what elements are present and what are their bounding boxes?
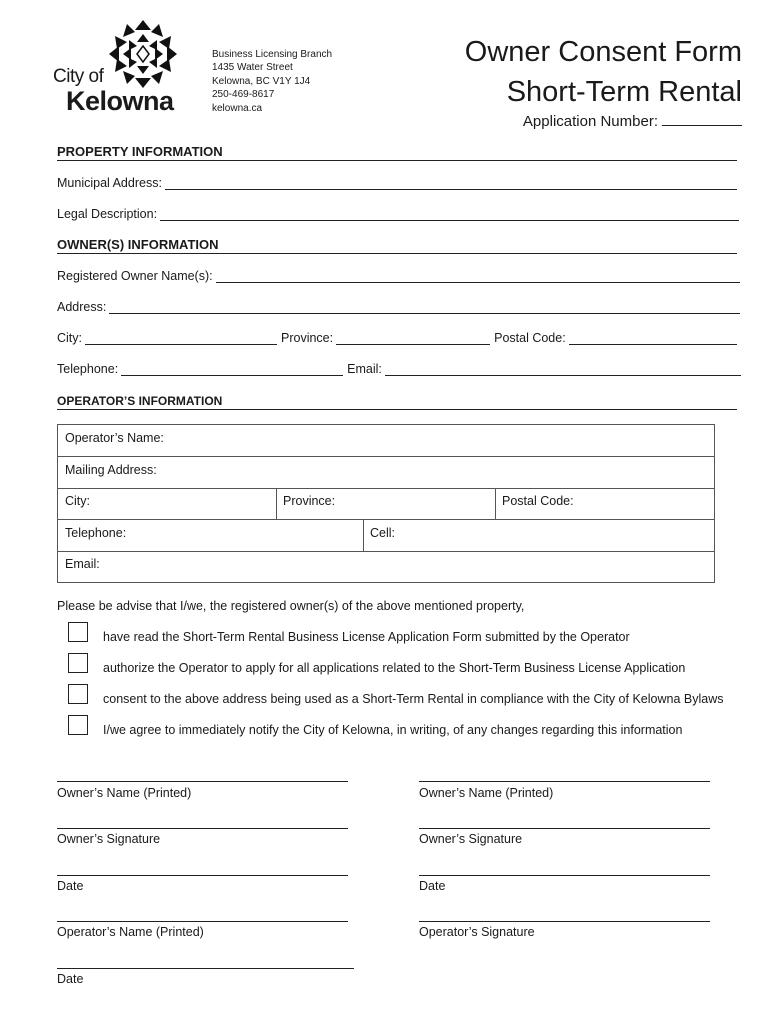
operator-name-printed-label: Operator’s Name (Printed) [57,925,204,939]
owner-signature-label: Owner’s Signature [419,832,523,846]
owner-signature-line[interactable] [57,828,348,829]
municipal-address-label: Municipal Address: [57,176,162,190]
owner-postal-code-line[interactable] [569,332,737,345]
consent-checkbox-1[interactable] [68,622,88,642]
operator-signature-line[interactable] [419,921,710,922]
owner-name-printed-line[interactable] [419,781,710,782]
registered-owner-field[interactable] [57,269,740,283]
operator-name-printed-line[interactable] [57,921,348,922]
owner-address-field[interactable] [57,300,740,314]
operator-phone-row [58,520,714,552]
date-label: Date [419,879,446,893]
consent-item-1: have read the Short-Term Rental Business License Application Form submitted by the Operator [103,630,630,644]
operator-email-row[interactable] [58,551,714,582]
owner-postal-code-label: Postal Code: [494,331,566,345]
operator-signature-label: Operator’s Signature [419,925,535,939]
owner-city-row [57,331,737,345]
address-line: 1435 Water Street [212,62,293,74]
date-label: Date [57,879,84,893]
registered-owner-label: Registered Owner Name(s): [57,269,213,283]
consent-item-3: consent to the above address being used as a Short-Term Rental in compliance with the City of Kelowna Bylaws [103,692,724,706]
operator-postal-code-label[interactable]: Postal Code: [502,494,574,508]
consent-intro: Please be advise that I/we, the registered owner(s) of the above mentioned property, [57,599,525,613]
operator-city-row [58,488,714,520]
legal-description-line[interactable] [160,208,739,221]
logo-kelowna: Kelowna [66,86,174,116]
legal-description-label: Legal Description: [57,207,158,221]
owner-email-line[interactable] [385,363,741,376]
consent-item-2: authorize the Operator to apply for all applications related to the Short-Term Business License Application [103,661,686,675]
owner-signature-label: Owner’s Signature [57,832,161,846]
address-line: Business Licensing Branch [212,49,333,60]
operator-email-label: Email: [65,557,100,571]
logo-city-of: City of [53,66,104,87]
operator-name-label: Operator’s Name: [65,431,164,445]
operator-mailing-label: Mailing Address: [65,463,157,477]
consent-checkbox-4[interactable] [68,715,88,735]
legal-description-field[interactable] [57,207,739,221]
owner-name-printed-label: Owner’s Name (Printed) [57,786,192,800]
address-line: 250-469-8617 [212,89,275,101]
date-line[interactable] [419,875,710,876]
municipal-address-field[interactable] [57,176,737,190]
owner-address-label: Address: [57,300,107,314]
address-line: kelowna.ca [212,102,263,114]
consent-checkbox-2[interactable] [68,653,88,673]
operator-name-row[interactable] [58,425,714,457]
owner-province-line[interactable] [336,332,490,345]
owner-contact-row [57,362,741,376]
logo-emblem-icon [107,18,179,90]
owner-signature-line[interactable] [419,828,710,829]
branch-address [212,48,332,115]
operator-province-label[interactable]: Province: [283,494,336,508]
owner-name-printed-label: Owner’s Name (Printed) [419,786,554,800]
operator-info-table [57,424,715,583]
owner-city-line[interactable] [85,332,277,345]
owner-telephone-line[interactable] [121,363,343,376]
operator-cell-label[interactable]: Cell: [370,526,396,540]
owners-info-heading: OWNER(S) INFORMATION [57,237,737,254]
consent-item-4: I/we agree to immediately notify the City of Kelowna, in writing, of any changes regarding this information [103,723,683,737]
form-title: Owner Consent Form [464,36,742,68]
date-line[interactable] [57,875,348,876]
owner-telephone-label: Telephone: [57,362,119,376]
address-line: Kelowna, BC V1Y 1J4 [212,75,311,87]
operator-info-heading: OPERATOR’S INFORMATION [57,394,737,410]
operator-telephone-label[interactable]: Telephone: [65,526,127,540]
consent-checkbox-3[interactable] [68,684,88,704]
application-number-label: Application Number: [522,113,658,130]
owner-name-printed-line[interactable] [57,781,348,782]
owner-address-line[interactable] [109,301,740,314]
application-number-field[interactable] [662,111,742,126]
city-logo [53,18,188,118]
operator-date-line[interactable] [57,968,354,969]
form-subtitle: Short-Term Rental [506,76,742,108]
owner-city-label: City: [57,331,82,345]
application-number [523,111,742,130]
owner-province-label: Province: [281,331,334,345]
property-info-heading: PROPERTY INFORMATION [57,144,737,161]
municipal-address-line[interactable] [165,177,737,190]
owner-email-label: Email: [347,362,382,376]
operator-city-label[interactable]: City: [65,494,90,508]
registered-owner-line[interactable] [216,270,740,283]
operator-mailing-row[interactable] [58,457,714,489]
operator-date-label: Date [57,972,84,986]
